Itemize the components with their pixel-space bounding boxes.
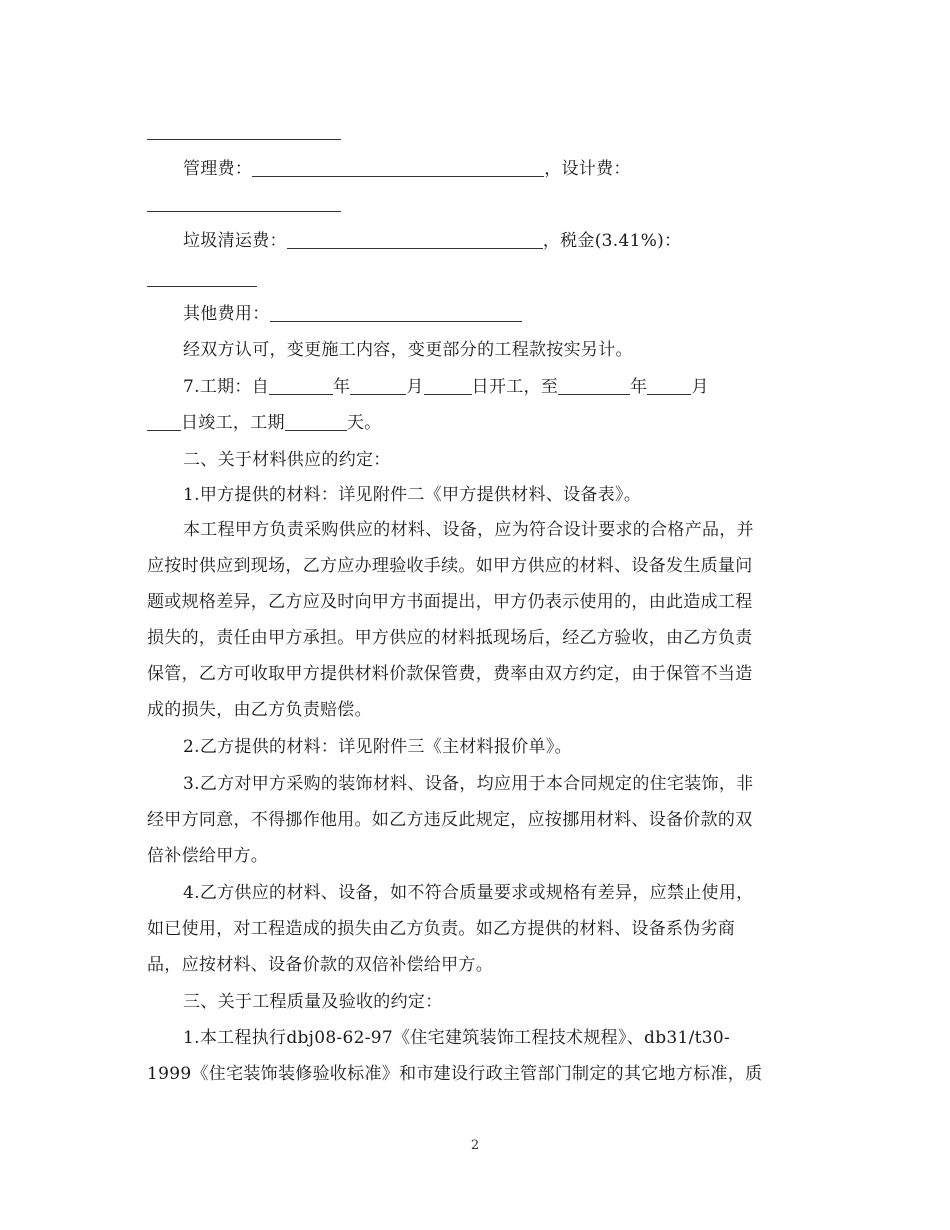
item-2-3-line: 经甲方同意，不得挪作他用。如乙方违反此规定，应按挪用材料、设备价款的双 — [147, 810, 753, 830]
days-label: 天。 — [346, 413, 382, 433]
work-period-line — [183, 376, 843, 398]
item-2-3-line: 倍补偿给甲方。 — [147, 846, 269, 866]
tax-label: ，税金(3.41%)： — [542, 231, 682, 251]
change-note: 经双方认可，变更施工内容，变更部分的工程款按实另计。 — [183, 340, 633, 360]
garbage-fee-blank — [287, 232, 543, 249]
item-3-1-line: 1.本工程执行dbj08-62-97《住宅建筑装饰工程技术规程》、db31/t30- — [183, 1028, 731, 1048]
paragraph-line: 题或规格差异，乙方应及时向甲方书面提出，甲方仍表示使用的，由此造成工程 — [147, 592, 753, 612]
start-day-label: 日开工，至 — [471, 377, 559, 397]
garbage-fee-line — [183, 230, 843, 252]
year-label: 年 — [630, 377, 648, 397]
item-2-1: 1.甲方提供的材料：详见附件二《甲方提供材料、设备表》。 — [183, 485, 642, 505]
design-fee-label: ，设计费： — [544, 159, 631, 179]
item-2-3-line: 3.乙方对甲方采购的装饰材料、设备，均应用于本合同规定的住宅装饰，非 — [183, 774, 754, 794]
other-fee-blank — [270, 305, 522, 322]
paragraph-line: 保管，乙方可收取甲方提供材料价款保管费，费率由双方约定，由于保管不当造 — [147, 664, 753, 684]
end-day-blank — [147, 414, 181, 431]
item-2-4-line: 如已使用，对工程造成的损失由乙方负责。如乙方提供的材料、设备系伪劣商 — [147, 919, 736, 939]
other-fee-line — [183, 303, 843, 325]
item-2-4-line: 品，应按材料、设备价款的双倍补偿给甲方。 — [147, 955, 493, 975]
year-label: 年 — [333, 377, 351, 397]
end-month-blank — [647, 378, 691, 395]
blank-line — [147, 286, 257, 287]
item-3-1-line: 1999《住宅装饰装修验收标准》和市建设行政主管部门制定的其它地方标准，质 — [147, 1064, 763, 1084]
paragraph-line: 损失的，责任由甲方承担。甲方供应的材料抵现场后，经乙方验收，由乙方负责 — [147, 628, 753, 648]
section-3-title: 三、关于工程质量及验收的约定： — [183, 992, 443, 1012]
month-label: 月 — [691, 377, 709, 397]
management-fee-line — [183, 158, 843, 180]
work-period-line-2 — [147, 412, 807, 434]
page-number: 2 — [470, 1138, 480, 1153]
section-2-title: 二、关于材料供应的约定： — [183, 450, 391, 470]
duration-blank — [285, 414, 347, 431]
period-prefix: 7.工期：自 — [183, 377, 270, 397]
start-day-blank — [424, 378, 472, 395]
end-year-blank — [558, 378, 630, 395]
other-fee-label: 其他费用： — [183, 304, 270, 324]
item-2-4-line: 4.乙方供应的材料、设备，如不符合质量要求或规格有差异，应禁止使用， — [183, 883, 754, 903]
management-fee-label: 管理费： — [183, 159, 253, 179]
blank-line — [147, 139, 341, 140]
garbage-fee-label: 垃圾清运费： — [183, 231, 287, 251]
blank-line — [147, 211, 341, 212]
month-label: 月 — [406, 377, 424, 397]
start-month-blank — [350, 378, 406, 395]
item-2-2: 2.乙方提供的材料：详见附件三《主材料报价单》。 — [183, 737, 572, 757]
paragraph-line: 应按时供应到现场，乙方应办理验收手续。如甲方供应的材料、设备发生质量问 — [147, 556, 753, 576]
management-fee-blank — [252, 160, 544, 177]
end-day-label: 日竣工，工期 — [181, 413, 285, 433]
start-year-blank — [269, 378, 333, 395]
paragraph-line: 成的损失，由乙方负责赔偿。 — [147, 700, 372, 720]
paragraph-line: 本工程甲方负责采购供应的材料、设备，应为符合设计要求的合格产品，并 — [183, 520, 754, 540]
